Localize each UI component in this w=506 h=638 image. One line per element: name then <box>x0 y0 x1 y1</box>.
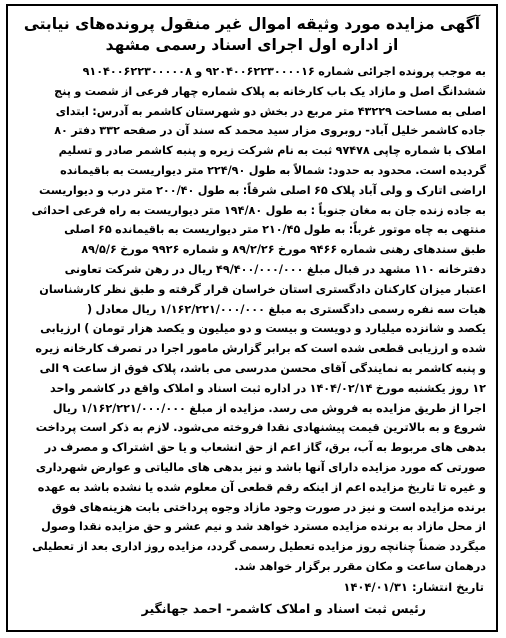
body-line: از محل مازاد به برنده مزایده مسترد خواهد شد و نیم عشر و حق مزایده نقدا وصول <box>41 520 486 534</box>
publish-date-label: تاریخ انتشار: <box>411 579 484 594</box>
notice-title-line-1: آگهی مزایده مورد وثیقه اموال غیر منقول پرونده‌های نیابتی <box>23 15 481 33</box>
publish-date-value: ۱۴۰۴/۰۱/۳۱ <box>343 579 408 594</box>
body-line: ششدانگ اصل و مازاد یک باب کارخانه به پلاک شماره چهار فرعی از شصت و پنج <box>54 84 486 98</box>
body-line: اصلی به مساحت ۴۳۲۲۹ متر مربع در بخش دو شهرستان کاشمر به آدرس: ابتدای <box>55 104 486 118</box>
auction-notice <box>6 4 498 632</box>
body-line: جاده کاشمر خلیل آباد- روبروی مزار سید محمد که سند آن در صفحه ۳۳۲ دفتر ۸۰ <box>54 124 486 138</box>
body-line: طبق سندهای رهنی شماره ۹۴۶۶ مورخ ۸۹/۲/۲۶ و شماره ۹۹۲۶ مورخ ۸۹/۵/۶ <box>81 243 486 257</box>
body-line: گردیده است. محدود به حدود: شمالاً به طول ۲۲۴/۹۰ متر دیواریست به باقیمانده <box>60 163 486 177</box>
body-line: و پنبه کاشمر به نمایندگی آقای محسن مدرسی می باشد، پلاک فوق از ساعت ۹ الی <box>39 361 486 375</box>
body-line: برنده مزایده است و نیز در صورت وجود مازاد وجوه پرداختی بابت هزینه‌های فوق <box>51 500 486 514</box>
body-line: ۱۲ روز یکشنبه مورخ ۱۴۰۴/۰۲/۱۴ در اداره ثبت اسناد و املاک واقع در کاشمر واحد <box>50 381 486 395</box>
body-line: هیات سه نفره رسمی دادگستری به مبلغ ۱/۱۶۲/۲۲۱/۰۰۰/۰۰۰ ریال معادل ( <box>87 302 486 316</box>
body-line: صورتی که مورد مزایده دارای آنها باشد و نیز بدهی های مالیاتی و عوارض شهرداری <box>35 460 486 474</box>
publish-date <box>18 577 486 597</box>
body-line: املاک با شماره چاپی ۹۷۴۷۸ ثبت به نام شرکت زیره و پنبه کاشمر صادر و تسلیم <box>58 144 486 158</box>
body-line: و غیره تا تاریخ مزایده اعم از اینکه رقم قطعی آن معلوم شده یا نشده باشد به عهده <box>37 480 486 494</box>
body-line: منتهی به چاه موتور غرباً: به طول ۲۱۰/۴۵ متر دیواریست به باقیمانده ۶۵ اصلی <box>64 223 486 237</box>
notice-title-line-2: از اداره اول اجرای اسناد رسمی مشهد <box>105 36 399 54</box>
body-line: اعتبار میزان کارکنان دادگستری استان خراسان قرار گرفته و طبق نظر کارشناسان <box>39 282 486 296</box>
body-line: شروع و به بالاترین قیمت پیشنهادی نقدا فروخته می‌شود. لازم به ذکر است پرداخت <box>35 421 486 435</box>
body-line: اراضی اتارک و ولی آباد پلاک ۶۵ اصلی شرقاً: به طول ۲۰۰/۴۰ متر درب و دیواریست <box>39 183 486 197</box>
notice-body <box>18 62 486 577</box>
body-line: دفترخانه ۱۱۰ مشهد در قبال مبلغ ۴۹/۴۰۰/۰۰۰/۰۰۰ ریال در رهن شرکت تعاونی <box>64 262 486 276</box>
body-line: به جاده زنده جان به مغان جنوباً : به طول ۱۹۴/۸۰ متر دیواریست به راه فرعی احداثی <box>31 203 486 217</box>
body-line: بدهی های مربوط به آب، برق، گاز اعم از حق انشعاب و یا حق اشتراک و مصرف در <box>44 441 486 455</box>
body-line: درهمان ساعت و مکان مقرر برگزار خواهد شد. <box>234 559 486 573</box>
body-line: اجرا از طریق مزایده به فروش می رسد. مزایده از مبلغ ۱/۱۶۲/۲۲۱/۰۰۰/۰۰۰ ریال <box>52 401 486 415</box>
signature: رئیس ثبت اسناد و املاک کاشمر- احمد جهانگیر <box>141 601 426 616</box>
body-line: میگردد ضمناً چنانچه روز مزایده تعطیل رسمی گردد، مزایده روز اداری بعد از تعطیلی <box>32 540 486 554</box>
body-line: شده و ارزیابی قطعی شده است که برابر گزارش مامور اجرا در تصرف کارخانه زیره <box>35 342 486 356</box>
body-line: یکصد و شانزده میلیارد و دویست و بیست و دو میلیون و یکصد هزار تومان ) ارزیابی <box>40 322 486 336</box>
body-line: به موجب پرونده اجرائی شماره ۹۲۰۴۰۰۶۲۲۳۰۰۰۰۱۶ و ۹۱۰۴۰۰۶۲۲۳۰۰۰۰۰۸ <box>82 65 486 78</box>
